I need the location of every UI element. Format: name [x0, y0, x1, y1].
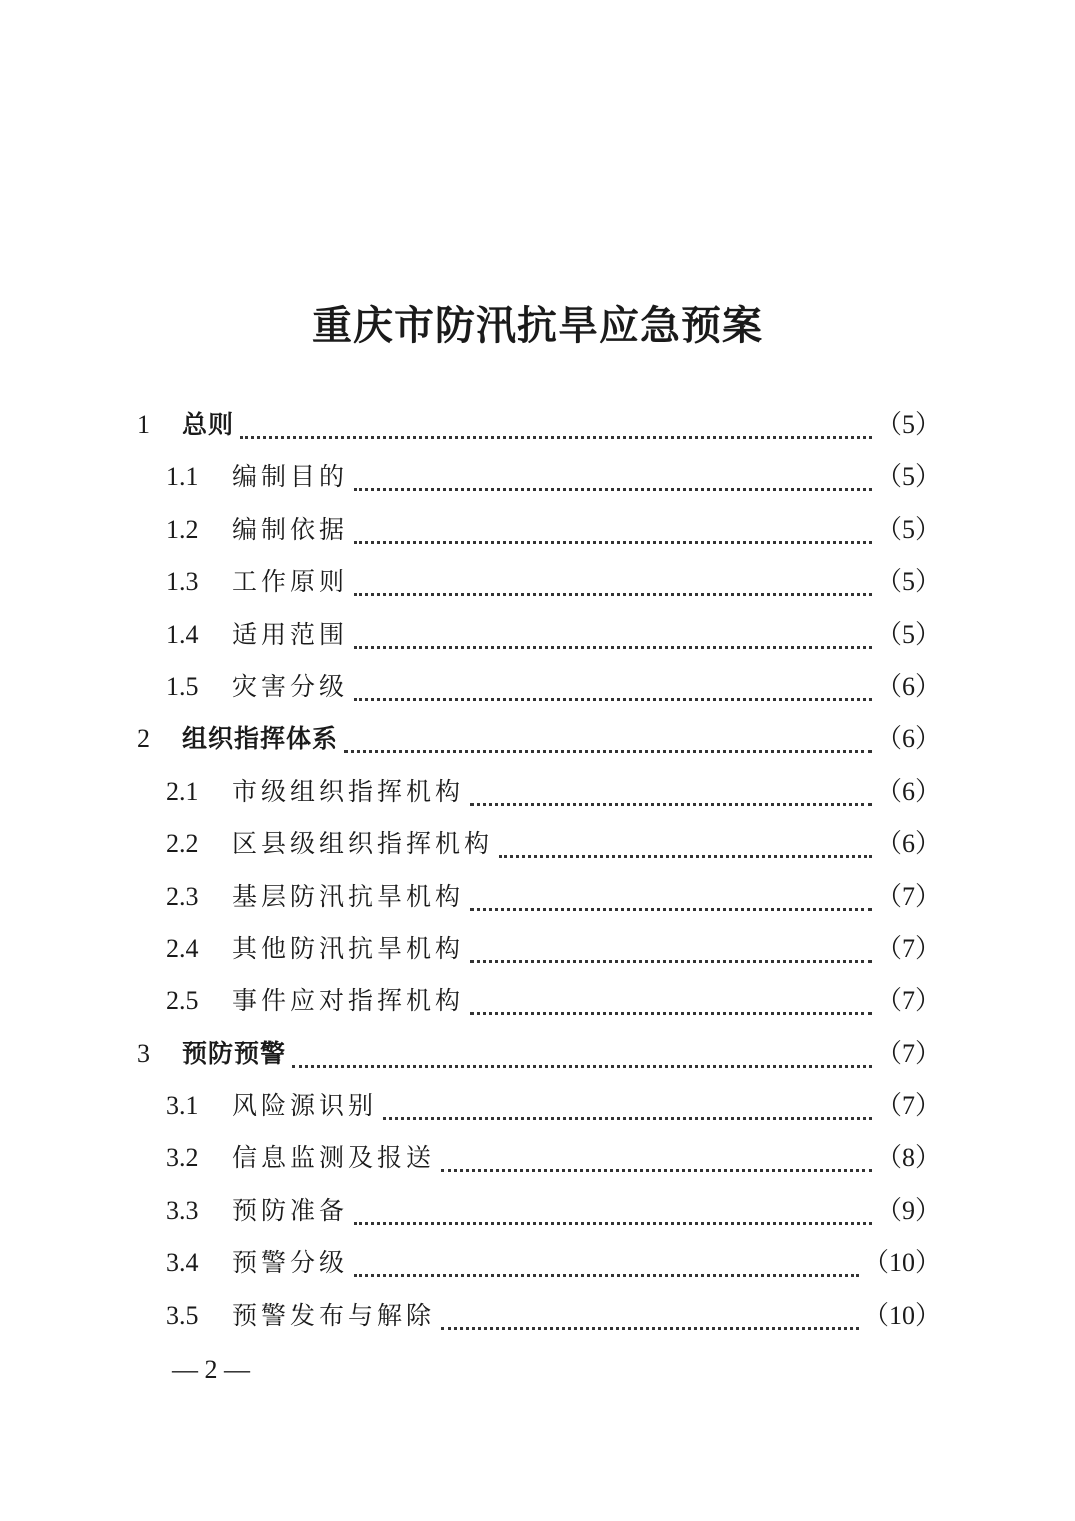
toc-page-number: （9） [875, 1195, 941, 1225]
toc-chapter[interactable] [0, 1028, 1075, 1080]
toc-label: 工作原则 [232, 567, 349, 597]
toc-number: 3.2 [166, 1143, 199, 1173]
toc-label: 区县级组织指挥机构 [232, 829, 494, 859]
toc-page-number: （6） [875, 829, 941, 859]
toc-section[interactable] [0, 556, 1075, 608]
dot-leader [292, 1061, 872, 1068]
dot-leader [240, 432, 872, 439]
toc-page-number: （5） [875, 567, 941, 597]
toc-number: 3 [137, 1038, 150, 1068]
toc-page-number: （7） [875, 933, 941, 963]
toc-section[interactable] [0, 451, 1075, 503]
dot-leader [470, 904, 872, 911]
toc-chapter[interactable] [0, 713, 1075, 765]
document-title: 重庆市防汛抗旱应急预案 [312, 302, 763, 349]
toc-page-number: （5） [875, 514, 941, 544]
toc-number: 3.3 [166, 1195, 199, 1225]
dot-leader [441, 1323, 859, 1330]
toc-number: 2.3 [166, 881, 199, 911]
dot-leader [354, 1270, 859, 1277]
toc-page-number: （5） [875, 410, 941, 439]
toc-label: 市级组织指挥机构 [232, 776, 465, 806]
toc-number: 2.4 [166, 933, 199, 963]
dot-leader [499, 851, 872, 858]
dot-leader [354, 537, 872, 544]
toc-page-number: （7） [875, 986, 941, 1016]
toc-number: 3.5 [166, 1300, 199, 1330]
dot-leader [441, 1165, 872, 1172]
toc-number: 1 [137, 410, 150, 439]
toc-section[interactable] [0, 609, 1075, 661]
toc-number: 2 [137, 724, 150, 754]
toc-label: 信息监测及报送 [232, 1143, 436, 1173]
toc-page-number: （7） [875, 881, 941, 911]
dot-leader [354, 589, 872, 596]
dot-leader [354, 1218, 872, 1225]
toc-page-number: （6） [875, 671, 941, 701]
dot-leader [354, 694, 872, 701]
toc-number: 1.2 [166, 514, 199, 544]
toc-label: 编制目的 [232, 462, 349, 492]
toc-number: 2.1 [166, 776, 199, 806]
toc-label: 预防准备 [232, 1195, 349, 1225]
toc-section[interactable] [0, 923, 1075, 975]
toc-label: 其他防汛抗旱机构 [232, 933, 465, 963]
toc-section[interactable] [0, 504, 1075, 556]
toc-label: 风险源识别 [232, 1091, 378, 1121]
dot-leader [470, 799, 872, 806]
toc-label: 事件应对指挥机构 [232, 986, 465, 1016]
toc-section[interactable] [0, 871, 1075, 923]
toc-number: 1.5 [166, 671, 199, 701]
toc-section[interactable] [0, 975, 1075, 1027]
dot-leader [383, 1113, 872, 1120]
toc-label: 预警分级 [232, 1248, 349, 1278]
toc-page-number: （10） [862, 1300, 941, 1330]
toc-chapter[interactable] [0, 399, 1075, 451]
toc-page-number: （5） [875, 462, 941, 492]
toc-number: 1.4 [166, 619, 199, 649]
toc-section[interactable] [0, 1290, 1075, 1342]
toc-number: 3.4 [166, 1248, 199, 1278]
dot-leader [344, 746, 872, 753]
toc-section[interactable] [0, 1132, 1075, 1184]
toc-label: 适用范围 [232, 619, 349, 649]
toc-page-number: （7） [875, 1091, 941, 1121]
toc-page-number: （8） [875, 1143, 941, 1173]
toc-page-number: （6） [875, 724, 941, 754]
toc-section[interactable] [0, 661, 1075, 713]
toc-page-number: （7） [875, 1038, 941, 1068]
toc-section[interactable] [0, 818, 1075, 870]
toc-section[interactable] [0, 1237, 1075, 1289]
toc-section[interactable] [0, 766, 1075, 818]
toc-number: 2.2 [166, 829, 199, 859]
dot-leader [354, 484, 872, 491]
toc-number: 2.5 [166, 986, 199, 1016]
toc-number: 3.1 [166, 1091, 199, 1121]
toc-section[interactable] [0, 1185, 1075, 1237]
toc-number: 1.1 [166, 462, 199, 492]
dot-leader [470, 1008, 872, 1015]
page-number: — 2 — [172, 1355, 250, 1384]
toc-page-number: （10） [862, 1248, 941, 1278]
toc-label: 编制依据 [232, 514, 349, 544]
toc-section[interactable] [0, 1080, 1075, 1132]
toc-label: 基层防汛抗旱机构 [232, 881, 465, 911]
toc-page-number: （5） [875, 619, 941, 649]
toc-label: 预防预警 [182, 1038, 287, 1068]
toc-number: 1.3 [166, 567, 199, 597]
toc-label: 总则 [182, 410, 235, 439]
toc-page-number: （6） [875, 776, 941, 806]
toc-label: 灾害分级 [232, 671, 349, 701]
dot-leader [470, 956, 872, 963]
table-of-contents [0, 399, 1075, 1342]
toc-label: 组织指挥体系 [182, 724, 339, 754]
dot-leader [354, 642, 872, 649]
toc-label: 预警发布与解除 [232, 1300, 436, 1330]
